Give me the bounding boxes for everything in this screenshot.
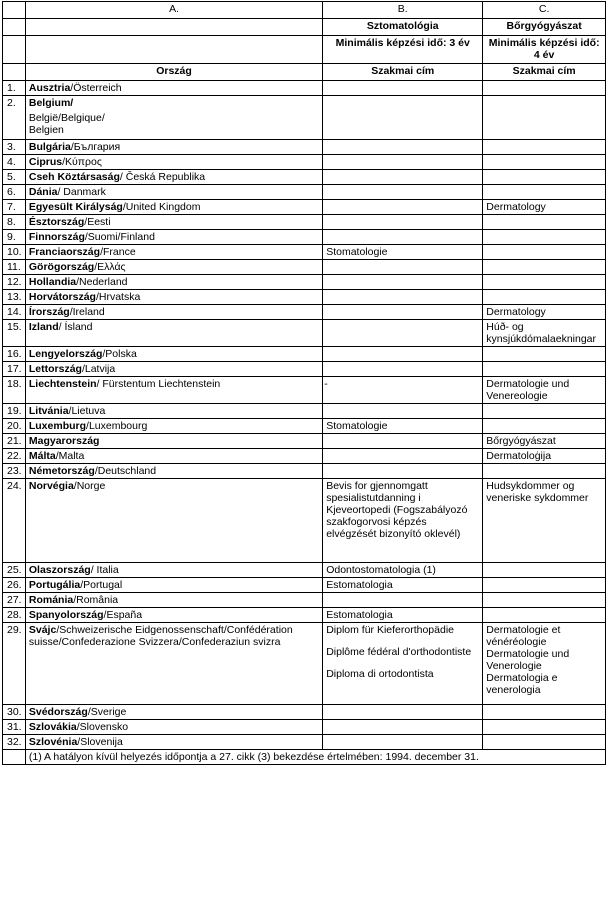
dermatology-title-cell xyxy=(483,419,606,434)
country-name-native: /Malta xyxy=(55,450,85,462)
dermatology-diploma-1: Dermatologie et vénéréologie xyxy=(486,624,561,648)
dermatology-title-cell: Dermatology xyxy=(483,305,606,320)
dermatology-title-cell xyxy=(483,96,606,140)
footnote-empty-cell xyxy=(3,750,26,765)
table-row xyxy=(3,245,606,260)
country-name-native: /Suomi/Finland xyxy=(84,231,155,243)
table-row xyxy=(3,404,606,419)
header-empty-cell xyxy=(25,19,322,36)
row-number: 9. xyxy=(3,230,26,245)
country-cell xyxy=(25,275,322,290)
country-name-hu: Dánia xyxy=(28,186,58,198)
country-name-native: / Danmark xyxy=(57,186,106,198)
country-name-native: /Norge xyxy=(73,480,106,492)
country-cell xyxy=(25,305,322,320)
country-cell xyxy=(25,230,322,245)
country-name-native: /Hrvatska xyxy=(95,291,141,303)
country-name-hu: Portugália xyxy=(28,579,81,591)
stomatology-title-cell: Odontostomatologia (1) xyxy=(323,563,483,578)
stomatology-title-cell xyxy=(323,275,483,290)
dermatology-title-cell: Bőrgyógyászat xyxy=(483,434,606,449)
country-name-native: /Eesti xyxy=(84,216,111,228)
table-row xyxy=(3,434,606,449)
country-cell xyxy=(25,96,322,140)
row-number: 21. xyxy=(3,434,26,449)
row-number: 8. xyxy=(3,215,26,230)
stomatology-title: Sztomatológia xyxy=(323,19,483,36)
stomatology-title-cell xyxy=(323,434,483,449)
country-name-hu: Szlovákia xyxy=(28,721,77,733)
row-number: 14. xyxy=(3,305,26,320)
row-number: 24. xyxy=(3,479,26,563)
row-number: 4. xyxy=(3,155,26,170)
dermatology-title-cell: Dermatoloġija xyxy=(483,449,606,464)
country-name-hu: Málta xyxy=(28,450,56,462)
table-row xyxy=(3,347,606,362)
country-name-native: /Slovensko xyxy=(76,721,129,733)
row-number: 7. xyxy=(3,200,26,215)
country-name-hu: Cseh Köztársaság xyxy=(28,171,120,183)
table-row xyxy=(3,200,606,215)
stomatology-diploma-3: Diploma di ortodontista xyxy=(326,668,434,680)
country-name-native: /Schweizerische Eidgenossenschaft/Confédération suisse/Confederazione Svizzera/Confederaziun svizra xyxy=(28,624,293,648)
row-number: 29. xyxy=(3,623,26,705)
stomatology-title-cell xyxy=(323,260,483,275)
country-cell xyxy=(25,735,322,750)
country-name-hu: Horvátország xyxy=(28,291,96,303)
stomatology-title-cell xyxy=(323,347,483,362)
row-number: 31. xyxy=(3,720,26,735)
country-name-hu: Ciprus xyxy=(28,156,63,168)
table-row xyxy=(3,563,606,578)
dermatology-title-cell xyxy=(483,593,606,608)
country-name-hu: Magyarország xyxy=(28,435,100,447)
country-name-hu: Luxemburg xyxy=(28,420,87,432)
country-name-hu: Norvégia xyxy=(28,480,74,492)
row-number: 18. xyxy=(3,377,26,404)
country-name-hu: Szlovénia xyxy=(28,736,78,748)
dermatology-title-header: Szakmai cím xyxy=(483,64,606,81)
country-cell xyxy=(25,705,322,720)
country-name-hu: Svájc xyxy=(28,624,57,636)
country-cell xyxy=(25,215,322,230)
country-name-hu: Görögország xyxy=(28,261,95,273)
country-name-native: / Česká Republika xyxy=(119,171,206,183)
country-cell xyxy=(25,245,322,260)
row-number: 26. xyxy=(3,578,26,593)
table-row xyxy=(3,593,606,608)
country-name-hu: Egyesült Királyság xyxy=(28,201,123,213)
stomatology-title-cell xyxy=(323,735,483,750)
country-name-native: /Sverige xyxy=(87,706,127,718)
country-name-hu: Spanyolország xyxy=(28,609,104,621)
country-name-native: /România xyxy=(73,594,119,606)
country-cell xyxy=(25,449,322,464)
country-name-hu: Svédország xyxy=(28,706,88,718)
table-row xyxy=(3,362,606,377)
row-number: 27. xyxy=(3,593,26,608)
country-cell xyxy=(25,623,322,705)
country-name-hu: Olaszország xyxy=(28,564,91,576)
country-name-native: / Italia xyxy=(90,564,119,576)
country-cell xyxy=(25,290,322,305)
dermatology-title-cell xyxy=(483,735,606,750)
country-cell xyxy=(25,578,322,593)
row-number: 25. xyxy=(3,563,26,578)
table-row xyxy=(3,623,606,705)
row-number: 1. xyxy=(3,81,26,96)
stomatology-title-cell xyxy=(323,305,483,320)
country-cell xyxy=(25,608,322,623)
dermatology-title-cell xyxy=(483,608,606,623)
country-name-native: /Ireland xyxy=(69,306,105,318)
table-row xyxy=(3,449,606,464)
table-row xyxy=(3,720,606,735)
row-number: 20. xyxy=(3,419,26,434)
country-name-hu: Bulgária xyxy=(28,141,71,153)
country-cell xyxy=(25,464,322,479)
dermatology-diploma-3: Dermatologia e venerologia xyxy=(486,672,558,696)
stomatology-title-cell xyxy=(323,200,483,215)
stomatology-title-cell xyxy=(323,81,483,96)
country-cell xyxy=(25,419,322,434)
stomatology-title-cell xyxy=(323,170,483,185)
stomatology-min-training: Minimális képzési idő: 3 év xyxy=(323,36,483,64)
country-name-hu: Franciaország xyxy=(28,246,101,258)
country-name-native: /United Kingdom xyxy=(122,201,201,213)
country-name-native: België/Belgique/ Belgien xyxy=(28,112,105,136)
table-row xyxy=(3,464,606,479)
stomatology-title-cell xyxy=(323,362,483,377)
table-row xyxy=(3,215,606,230)
country-name-hu: Liechtenstein xyxy=(28,378,97,390)
stomatology-title-cell: Estomatologia xyxy=(323,578,483,593)
table-row xyxy=(3,81,606,96)
country-cell xyxy=(25,81,322,96)
stomatology-title-cell xyxy=(323,593,483,608)
header-empty-cell xyxy=(3,36,26,64)
row-number: 13. xyxy=(3,290,26,305)
table-row xyxy=(3,170,606,185)
dermatology-title-cell xyxy=(483,290,606,305)
row-number: 28. xyxy=(3,608,26,623)
stomatology-diploma-1: Diplom für Kieferorthopädie xyxy=(326,624,455,636)
country-name-native: /France xyxy=(100,246,136,258)
dermatology-title-cell xyxy=(483,720,606,735)
country-cell xyxy=(25,347,322,362)
column-c-header: C. xyxy=(483,2,606,19)
table-row xyxy=(3,735,606,750)
stomatology-title-cell xyxy=(323,705,483,720)
country-name-hu: Izland xyxy=(28,321,59,333)
country-name-hu: Lettország xyxy=(28,363,82,375)
table-row xyxy=(3,578,606,593)
stomatology-title-cell: Bevis for gjennomgatt spesialistutdanning i Kjeveortopedi (Fogszabályozó szakfogorvosi képzés elvégzését bizonyító oklevél) xyxy=(323,479,483,563)
row-number: 22. xyxy=(3,449,26,464)
row-number: 19. xyxy=(3,404,26,419)
stomatology-title-cell xyxy=(323,155,483,170)
country-name-native: / Fürstentum Liechtenstein xyxy=(96,378,221,390)
stomatology-title-cell: Estomatologia xyxy=(323,608,483,623)
table-row xyxy=(3,260,606,275)
country-name-native: /Ελλάς xyxy=(94,261,126,273)
dermatology-title-cell xyxy=(483,140,606,155)
country-name-hu: Ausztria xyxy=(28,82,71,94)
stomatology-title-cell: Stomatologie xyxy=(323,245,483,260)
footnote-row xyxy=(3,750,606,765)
country-name-native: /Lietuva xyxy=(68,405,106,417)
stomatology-title-cell xyxy=(323,215,483,230)
row-number: 11. xyxy=(3,260,26,275)
table-row xyxy=(3,705,606,720)
table-row xyxy=(3,320,606,347)
dermatology-title-cell xyxy=(483,705,606,720)
country-name-hu: Finnország xyxy=(28,231,85,243)
dermatology-title-cell xyxy=(483,245,606,260)
qualification-table xyxy=(2,1,606,765)
country-cell xyxy=(25,140,322,155)
dermatology-title-cell: Hudsykdommer og veneriske sykdommer xyxy=(483,479,606,563)
country-header: Ország xyxy=(25,64,322,81)
stomatology-title-cell: Stomatologie xyxy=(323,419,483,434)
dermatology-title-cell xyxy=(483,578,606,593)
table-row xyxy=(3,608,606,623)
stomatology-title-cell xyxy=(323,185,483,200)
footnote: (1) A hatályon kívül helyezés időpontja a 27. cikk (3) bekezdése értelmében: 1994. december 31. xyxy=(25,750,605,765)
country-cell xyxy=(25,260,322,275)
stomatology-title-cell: - xyxy=(323,377,483,404)
dermatology-title-cell xyxy=(483,362,606,377)
dermatology-title-cell xyxy=(483,563,606,578)
table-row xyxy=(3,305,606,320)
dermatology-title-cell xyxy=(483,215,606,230)
country-name-hu: Észtország xyxy=(28,216,85,228)
table-row xyxy=(3,479,606,563)
country-cell xyxy=(25,593,322,608)
country-name-native: /Polska xyxy=(102,348,137,360)
country-name-native: /Portugal xyxy=(80,579,123,591)
row-number: 23. xyxy=(3,464,26,479)
country-name-native: /Latvija xyxy=(81,363,116,375)
country-name-native: /България xyxy=(70,141,121,153)
country-cell xyxy=(25,155,322,170)
dermatology-title-cell: Dermatologie und Venereologie xyxy=(483,377,606,404)
row-number: 10. xyxy=(3,245,26,260)
stomatology-title-cell xyxy=(323,290,483,305)
row-number: 5. xyxy=(3,170,26,185)
table-row xyxy=(3,185,606,200)
dermatology-title-cell xyxy=(483,347,606,362)
row-number: 30. xyxy=(3,705,26,720)
table-row xyxy=(3,377,606,404)
row-number: 32. xyxy=(3,735,26,750)
dermatology-title-cell xyxy=(483,275,606,290)
country-cell xyxy=(25,377,322,404)
country-name-hu: Írország xyxy=(28,306,70,318)
dermatology-title-cell xyxy=(483,81,606,96)
country-name-hu: Hollandia xyxy=(28,276,77,288)
table-row xyxy=(3,419,606,434)
dermatology-title-cell xyxy=(483,185,606,200)
country-cell xyxy=(25,320,322,347)
country-name-hu: Románia xyxy=(28,594,74,606)
table-row xyxy=(3,230,606,245)
header-empty-cell xyxy=(3,2,26,19)
country-cell xyxy=(25,434,322,449)
dermatology-title-cell xyxy=(483,404,606,419)
header-empty-cell xyxy=(3,19,26,36)
row-number: 16. xyxy=(3,347,26,362)
country-cell xyxy=(25,200,322,215)
dermatology-title-cell xyxy=(483,155,606,170)
dermatology-diploma-2: Dermatologie und Venerologie xyxy=(486,648,570,672)
country-name-native: /Luxembourg xyxy=(86,420,148,432)
stomatology-title-header: Szakmai cím xyxy=(323,64,483,81)
stomatology-title-cell xyxy=(323,320,483,347)
table-row xyxy=(3,290,606,305)
stomatology-title-cell xyxy=(323,230,483,245)
country-cell xyxy=(25,404,322,419)
row-number: 17. xyxy=(3,362,26,377)
country-name-native: /Österreich xyxy=(70,82,122,94)
row-number: 3. xyxy=(3,140,26,155)
country-cell xyxy=(25,185,322,200)
country-name-native: /Κύπρος xyxy=(62,156,102,168)
header-empty-cell xyxy=(3,64,26,81)
stomatology-title-cell xyxy=(323,96,483,140)
table-row xyxy=(3,155,606,170)
row-number: 6. xyxy=(3,185,26,200)
column-b-header: B. xyxy=(323,2,483,19)
dermatology-title-cell: Dermatology xyxy=(483,200,606,215)
country-cell xyxy=(25,170,322,185)
country-name-hu: Litvánia xyxy=(28,405,69,417)
dermatology-title-cell xyxy=(483,230,606,245)
row-number: 2. xyxy=(3,96,26,140)
column-a-header: A. xyxy=(25,2,322,19)
dermatology-title-cell: Húð- og kynsjúkdómalaekningar xyxy=(483,320,606,347)
country-name-native: /Deutschland xyxy=(94,465,157,477)
stomatology-title-cell xyxy=(323,720,483,735)
stomatology-title-cell xyxy=(323,464,483,479)
row-number: 12. xyxy=(3,275,26,290)
country-name-native: / Ísland xyxy=(58,321,93,333)
country-cell xyxy=(25,362,322,377)
country-name-native: /Nederland xyxy=(76,276,128,288)
dermatology-title-cell xyxy=(483,623,606,705)
stomatology-title-cell xyxy=(323,623,483,705)
country-name-hu: Belgium/ xyxy=(28,97,74,109)
country-name-hu: Lengyelország xyxy=(28,348,103,360)
dermatology-title: Bőrgyógyászat xyxy=(483,19,606,36)
country-cell xyxy=(25,720,322,735)
dermatology-title-cell xyxy=(483,170,606,185)
table-row xyxy=(3,96,606,140)
table-row xyxy=(3,275,606,290)
stomatology-title-cell xyxy=(323,140,483,155)
stomatology-title-cell xyxy=(323,449,483,464)
header-empty-cell xyxy=(25,36,322,64)
country-name-hu: Németország xyxy=(28,465,95,477)
row-number: 15. xyxy=(3,320,26,347)
country-cell xyxy=(25,563,322,578)
country-name-native: /España xyxy=(103,609,143,621)
stomatology-diploma-2: Diplôme fédéral d'orthodontiste xyxy=(326,646,472,658)
stomatology-title-cell xyxy=(323,404,483,419)
table-row xyxy=(3,140,606,155)
dermatology-min-training: Minimális képzési idő: 4 év xyxy=(483,36,606,64)
dermatology-title-cell xyxy=(483,464,606,479)
country-name-native: /Slovenija xyxy=(77,736,123,748)
country-cell xyxy=(25,479,322,563)
dermatology-title-cell xyxy=(483,260,606,275)
